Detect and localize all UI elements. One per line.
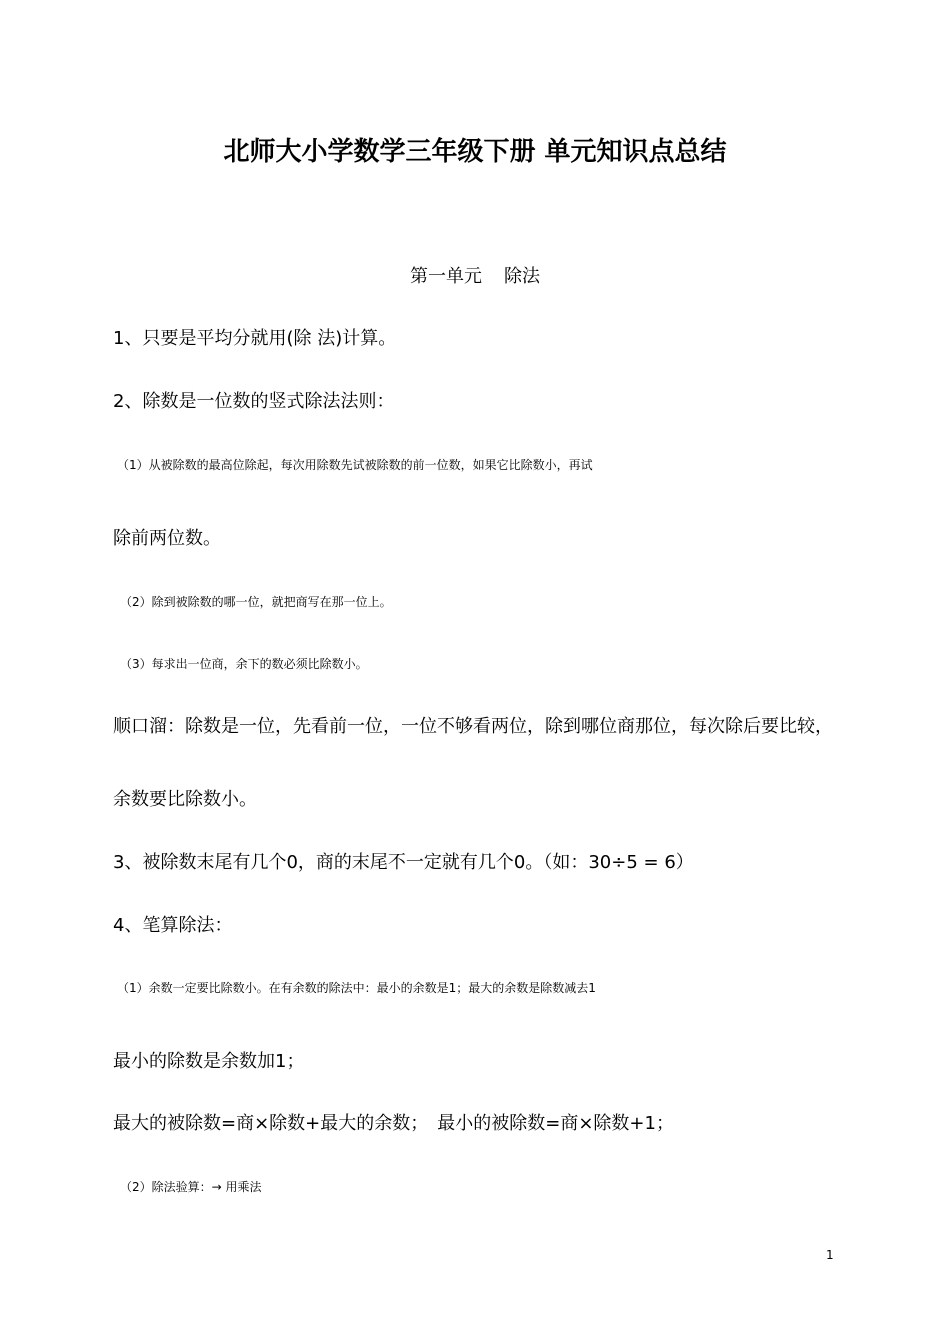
document-title: 北师大小学数学三年级下册 单元知识点总结 (223, 137, 727, 167)
text-line-12: 最小的除数是余数加1； (113, 1051, 305, 1072)
section-heading (0, 263, 950, 291)
text-line-3: （1）从被除数的最高位除起，每次用除数先试被除数的前一位数，如果它比除数小，再试 (117, 458, 593, 472)
text-line-4: 除前两位数。 (113, 528, 221, 549)
section-topic: 除法 (504, 266, 540, 287)
text-line-13: 最大的被除数=商×除数+最大的余数； 最小的被除数=商×除数+1； (113, 1113, 674, 1134)
text-line-6: （3）每求出一位商，余下的数必须比除数小。 (120, 657, 368, 671)
text-line-5: （2）除到被除数的哪一位，就把商写在那一位上。 (120, 595, 392, 609)
text-line-10: 4、笔算除法： (113, 915, 233, 936)
text-line-7: 顺口溜：除数是一位，先看前一位，一位不够看两位，除到哪位商那位，每次除后要比较， (113, 716, 833, 737)
page-number: 1 (826, 1248, 834, 1262)
text-line-14: （2）除法验算：→ 用乘法 (120, 1180, 262, 1194)
text-line-8: 余数要比除数小。 (113, 789, 257, 810)
text-line-2: 2、除数是一位数的竖式除法法则： (113, 391, 395, 412)
section-name: 第一单元 (410, 266, 482, 287)
text-line-9: 3、被除数末尾有几个0，商的末尾不一定就有几个0。（如：30÷5 = 6） (113, 852, 694, 873)
text-line-11: （1）余数一定要比除数小。在有余数的除法中：最小的余数是1；最大的余数是除数减去1 (117, 981, 596, 995)
text-line-1: 1、只要是平均分就用(除 法)计算。 (113, 328, 397, 349)
